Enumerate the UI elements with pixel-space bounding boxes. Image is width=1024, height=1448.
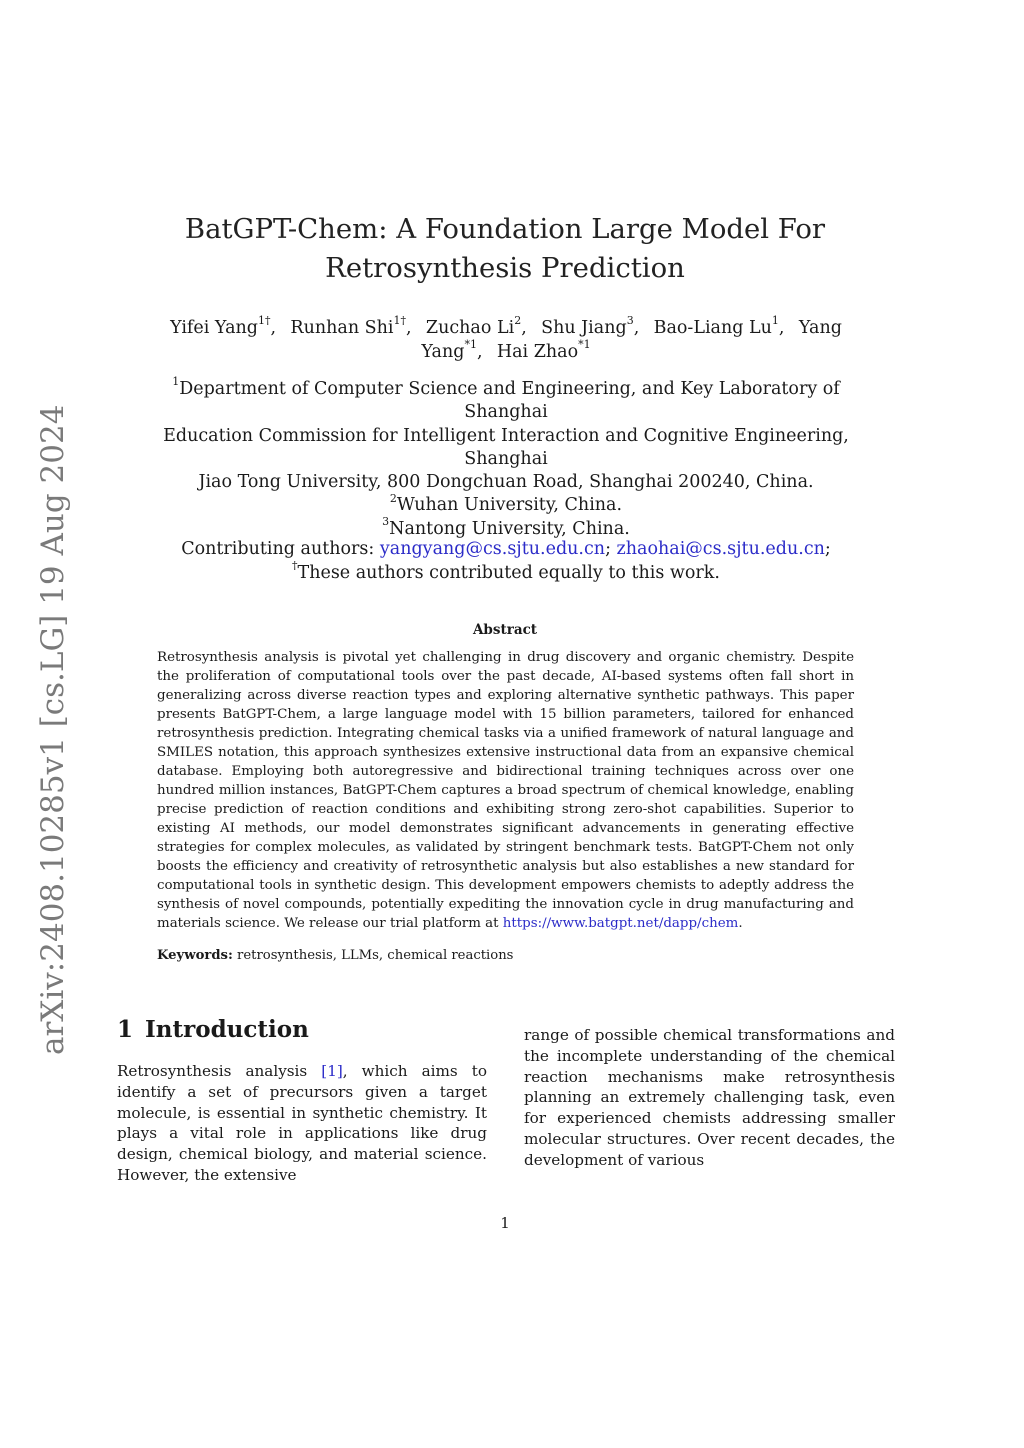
author-name: Zuchao Li <box>425 318 515 338</box>
author-affiliation-mark: 1† <box>393 314 407 328</box>
contributing-authors <box>150 537 862 585</box>
affiliation-2-mark: 2 <box>389 491 397 505</box>
section-number: 1 <box>117 1016 134 1043</box>
affiliation-2 <box>130 491 882 517</box>
email-link-2[interactable]: zhaohai@cs.sjtu.edu.cn <box>616 539 825 559</box>
citation-link[interactable]: [1] <box>321 1062 343 1080</box>
author-name: Runhan Shi <box>290 318 394 338</box>
contributing-label: Contributing authors: <box>181 539 375 559</box>
author-item <box>496 338 591 362</box>
affiliation-1 <box>130 375 882 425</box>
title-line-1: BatGPT-Chem: A Foundation Large Model For <box>184 213 826 245</box>
affiliation-3-text: Nantong University, China. <box>389 518 630 539</box>
arxiv-identifier: arXiv:2408.10285v1 [cs.LG] 19 Aug 2024 <box>35 404 71 1055</box>
affiliation-1-mark: 1 <box>172 375 180 389</box>
author-affiliation-mark: *1 <box>464 338 477 352</box>
keywords <box>157 946 854 965</box>
email-separator: ; <box>605 539 611 559</box>
author-item <box>425 314 522 338</box>
email-link-1[interactable]: yangyang@cs.sjtu.edu.cn <box>379 539 606 559</box>
abstract-text: Retrosynthesis analysis is pivotal yet challenging in drug discovery and organic chemistry. Despite the proliferation of computational tools over the past decade, AI-based systems often fall short in generalizing across diverse reaction types and exploring alternative synthetic pathways. This paper presents BatGPT-Chem, a large language model with 15 billion parameters, tailored for enhanced retrosynthesis prediction. Integrating chemical tasks via a unified framework of natural language and SMILES notation, this approach synthesizes extensive instructional data from an expansive chemical database. Employing both autoregressive and bidirectional training techniques across over one hundred million instances, BatGPT-Chem captures a broad spectrum of chemical knowledge, enabling precise prediction of reaction conditions and exhibiting strong zero-shot capabilities. Superior to existing AI methods, our model demonstrates significant advancements in generating effective strategies for complex molecules, as validated by stringent benchmark tests. BatGPT-Chem not only boosts the efficiency and creativity of retrosynthetic analysis but also establishes a new standard for computational tools in synthetic design. This development empowers chemists to adeptly address the synthesis of novel compounds, potentially expediting the innovation cycle in drug manufacturing and materials science. We release our trial platform at <box>157 650 854 931</box>
contributing-line <box>150 537 862 561</box>
affiliation-1-line-3: Jiao Tong University, 800 Dongchuan Road, Shanghai 200240, China. <box>198 472 814 493</box>
title-line-2: Retrosynthesis Prediction <box>325 252 685 284</box>
author-name: Yifei Yang <box>170 318 259 338</box>
paper-title <box>160 210 850 288</box>
author-item <box>170 314 271 338</box>
equal-contribution-note <box>150 561 862 585</box>
author-affiliation-mark: *1 <box>578 338 591 352</box>
section-title: Introduction <box>145 1016 309 1043</box>
intro-left-text-b: , which aims to identify a set of precursors given a target molecule, is essential in synthetic chemistry. It plays a vital role in applications like drug design, chemical biology, and material science. However, the extensive <box>117 1062 488 1184</box>
affiliation-2-text: Wuhan University, China. <box>396 495 623 516</box>
keywords-text: retrosynthesis, LLMs, chemical reactions <box>237 948 514 963</box>
affiliation-1-line-2: Education Commission for Intelligent Interaction and Cognitive Engineering, Shanghai <box>163 425 849 469</box>
keywords-label: Keywords: <box>157 948 233 963</box>
author-name: Hai Zhao <box>496 342 579 362</box>
email-end: ; <box>824 539 831 559</box>
abstract-heading: Abstract <box>472 622 538 638</box>
abstract-end: . <box>738 916 743 931</box>
author-item <box>653 314 779 338</box>
dagger-mark: † <box>292 559 298 573</box>
section-heading <box>117 1016 309 1043</box>
affiliations <box>130 375 882 541</box>
author-name: Shu Jiang <box>541 318 627 338</box>
affiliation-1-line-1: Department of Computer Science and Engineering, and Key Laboratory of Shanghai <box>179 379 840 423</box>
author-name: Bao-Liang Lu <box>653 318 772 338</box>
intro-left-column <box>117 1061 487 1186</box>
author-name: Yang Yang <box>421 318 842 362</box>
author-affiliation-mark: 1 <box>771 314 779 328</box>
page-number: 1 <box>500 1214 510 1232</box>
intro-right-column: range of possible chemical transformations and the incomplete understanding of the chemical reaction mechanisms make retrosynthesis planning an extremely challenging task, even for experienced chemists addressing smaller molecular structures. Over recent decades, the development of various <box>524 1026 895 1169</box>
author-list: Yifei Yang$^{1\dagger}$, Runhan Shi$^{1\dagger}$, Zuchao Li$^2$, Shu Jiang$^3$, Bao-Liang Lu$^1$, Yang Yang$^{*1}$, Hai Zhao$^{*1}$ <box>170 314 842 362</box>
affiliation-3-mark: 3 <box>382 514 390 528</box>
author-affiliation-mark: 3 <box>626 314 634 328</box>
platform-link[interactable]: https://www.batgpt.net/dapp/chem <box>502 916 739 931</box>
author-affiliation-mark: 1† <box>258 314 271 328</box>
intro-left-text-a: Retrosynthesis analysis <box>117 1062 308 1080</box>
author-item <box>541 314 634 338</box>
abstract-body <box>157 648 854 933</box>
equal-contribution-text: These authors contributed equally to this work. <box>297 563 720 583</box>
author-item <box>290 314 407 338</box>
author-affiliation-mark: 2 <box>514 314 522 328</box>
